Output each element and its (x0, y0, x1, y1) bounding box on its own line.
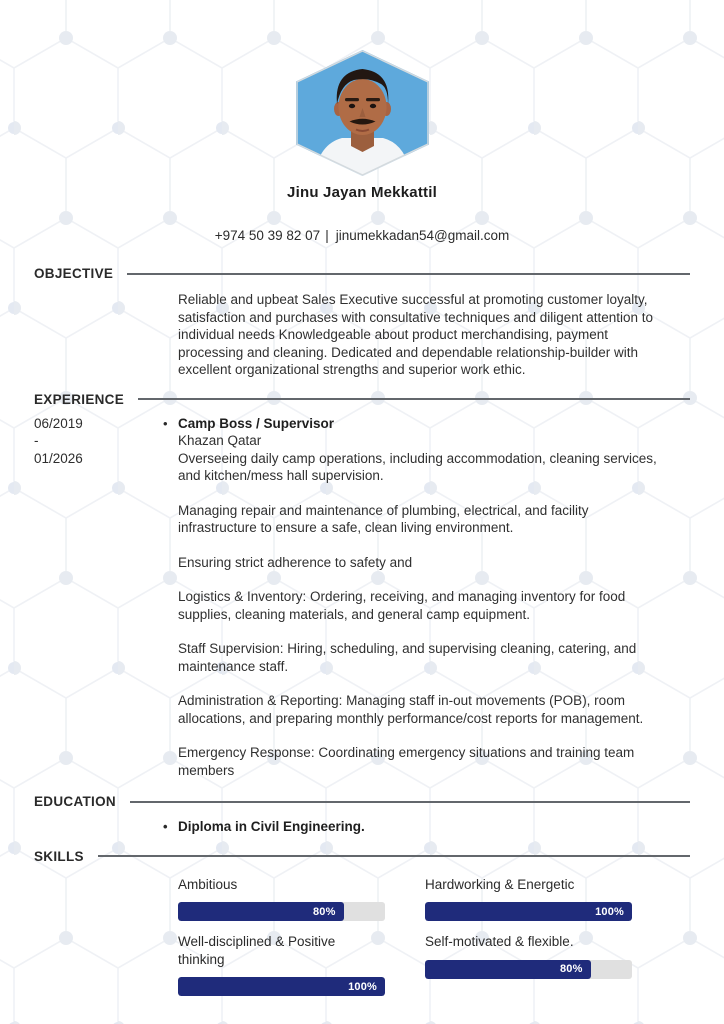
section-objective (34, 266, 690, 379)
skill-percent-label: 100% (595, 905, 624, 918)
skill-item (178, 876, 385, 922)
education-item-text: Diploma in Civil Engineering. (178, 819, 365, 834)
skills-grid (178, 876, 690, 997)
skill-progress-fill (425, 902, 632, 921)
skill-item (425, 876, 632, 922)
objective-heading: OBJECTIVE (34, 266, 114, 281)
skill-progress-fill (178, 977, 385, 996)
phone-number: +974 50 39 82 07 (214, 228, 321, 243)
experience-paragraph: Ensuring strict adherence to safety and (178, 554, 413, 570)
profile-photo (296, 50, 429, 176)
contact-separator: | (325, 228, 329, 243)
education-heading-row (34, 794, 690, 809)
section-skills (34, 849, 690, 997)
experience-details (163, 415, 670, 780)
date-separator: - (34, 433, 39, 448)
experience-heading: EXPERIENCE (34, 391, 125, 407)
skill-percent-label: 80% (312, 905, 336, 918)
skill-label: Well-disciplined & Positive thinking (178, 934, 336, 967)
skill-progress-track (178, 902, 385, 921)
experience-paragraph: Staff Supervision: Hiring, scheduling, and supervising cleaning, catering, and maintenance staff. (178, 641, 637, 674)
skill-percent-label: 100% (348, 980, 377, 993)
company-name: Khazan Qatar (178, 433, 262, 448)
heading-rule (138, 398, 690, 400)
experience-paragraphs (178, 450, 670, 780)
skills-heading-row (34, 849, 690, 864)
skill-progress-track (178, 977, 385, 996)
heading-rule (98, 855, 690, 857)
skill-progress-fill (178, 902, 344, 921)
job-title: Camp Boss / Supervisor (178, 415, 335, 431)
person-name: Jinu Jayan Mekkattil (287, 184, 437, 201)
experience-paragraph: Emergency Response: Coordinating emergency situations and training team members (178, 745, 635, 778)
heading-rule (127, 273, 690, 275)
skill-progress-fill (425, 960, 591, 979)
skill-progress-track (425, 902, 632, 921)
experience-paragraph: Administration & Reporting: Managing staff in-out movements (POB), room allocations, and preparing monthly performance/cost reports for management. (178, 693, 644, 726)
experience-heading-row (34, 392, 690, 407)
experience-entry (34, 415, 690, 780)
section-experience (34, 392, 690, 780)
date-end: 01/2026 (34, 450, 83, 466)
skills-heading: SKILLS (34, 848, 84, 864)
bullet-icon: • (163, 415, 168, 431)
heading-rule (130, 801, 690, 803)
experience-dates (34, 415, 178, 780)
skill-item (178, 933, 385, 996)
skill-item (425, 933, 632, 979)
experience-paragraph: Overseeing daily camp operations, including accommodation, cleaning services, and kitchen/mess hall supervision. (178, 450, 657, 483)
skill-label: Self-motivated & flexible. (425, 934, 574, 949)
section-education (34, 794, 690, 836)
email-address: jinumekkadan54@gmail.com (335, 228, 510, 243)
skill-progress-track (425, 960, 632, 979)
date-start: 06/2019 (34, 415, 83, 431)
objective-heading-row (34, 266, 690, 281)
skill-percent-label: 80% (559, 963, 583, 975)
experience-paragraph: Logistics & Inventory: Ordering, receiving, and managing inventory for food supplies, cleaning materials, and general camp equipment. (178, 589, 626, 622)
header (0, 0, 724, 243)
sections (0, 266, 724, 996)
skill-label: Ambitious (178, 876, 238, 892)
education-heading: EDUCATION (34, 794, 116, 809)
objective-text: Reliable and upbeat Sales Executive successful at promoting customer loyalty, satisfaction and purchases with consultative techniques and diligent attention to individual needs Knowledgeable about product merchandising, payment processing and cleaning. Dedicated and dependable relationship-builder with excellent organizational strengths and superior work ethic. (178, 292, 654, 377)
education-item (163, 818, 670, 836)
education-items (34, 818, 690, 836)
contact-line (0, 228, 724, 243)
experience-paragraph: Managing repair and maintenance of plumbing, electrical, and facility infrastructure to ensure a safe, clean living environment. (178, 502, 589, 535)
bullet-icon: • (163, 819, 168, 834)
skill-label: Hardworking & Energetic (425, 876, 575, 892)
